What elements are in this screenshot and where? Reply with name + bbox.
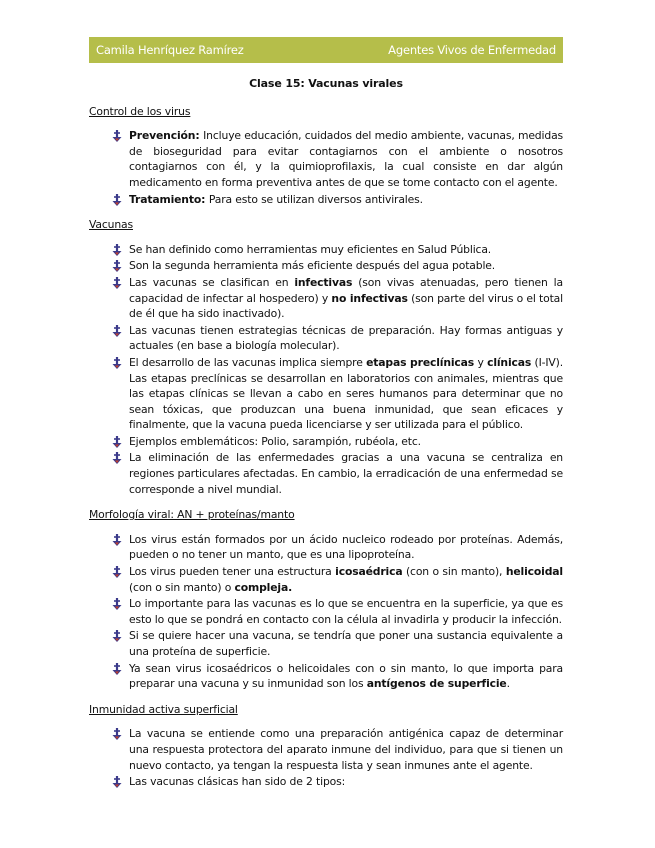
- arrow-bullet-icon: [111, 630, 123, 642]
- item-text: La vacuna se entiende como una preparación antigénica capaz de determinar una respuesta protectora del aparato inmune del individuo, para que si tienen un nuevo contacto, ya tengan la respuesta lista y sean inmunes ante el agente.: [129, 727, 563, 772]
- arrow-bullet-icon: [111, 452, 123, 464]
- item-text: Son la segunda herramienta más eficiente después del agua potable.: [129, 259, 496, 273]
- item-text: Las vacunas se clasifican en: [129, 275, 295, 289]
- bold-text: clínicas: [487, 355, 532, 369]
- item-text: Ya sean virus icosaédricos o helicoidales con o sin manto, lo que importa para preparar una vacuna y su inmunidad son los: [129, 661, 563, 691]
- list-item: [89, 128, 563, 190]
- bold-text: infectivas: [294, 275, 353, 289]
- item-text: La eliminación de las enfermedades gracias a una vacuna se centraliza en regiones particulares afectadas. En cambio, la erradicación de una enfermedad se corresponde a nivel mundial.: [129, 451, 563, 496]
- bold-text: icosaédrica: [335, 565, 403, 579]
- arrow-bullet-icon: [111, 728, 123, 740]
- page-header: [89, 37, 563, 63]
- item-text: El desarrollo de las vacunas implica siempre: [129, 355, 367, 369]
- list-item: [89, 661, 563, 692]
- list-item: [89, 258, 563, 274]
- arrow-bullet-icon: [111, 325, 123, 337]
- header-author: Camila Henríquez Ramírez: [96, 43, 244, 57]
- item-text: y: [474, 355, 488, 369]
- item-text: Si se quiere hacer una vacuna, se tendría que poner una sustancia equivalente a una proteína de superficie.: [129, 629, 563, 658]
- item-text: (son parte del virus o el total de él que ha sido inactivado).: [129, 291, 563, 321]
- list-item: [89, 434, 563, 450]
- arrow-bullet-icon: [111, 357, 123, 369]
- bold-text: antígenos de superficie: [366, 677, 507, 691]
- sections-container: [89, 104, 563, 790]
- item-text: Se han definido como herramientas muy eficientes en Salud Pública.: [129, 242, 492, 256]
- item-text: Lo importante para las vacunas es lo que se encuentra en la superficie, ya que es esto lo que se pondrá en contacto con la célula al invadirla y producir la infección.: [129, 597, 563, 626]
- bold-text: Prevención:: [129, 129, 204, 143]
- arrow-bullet-icon: [111, 598, 123, 610]
- arrow-bullet-icon: [111, 130, 123, 142]
- list-item: [89, 596, 563, 627]
- bullet-list: [89, 128, 563, 207]
- arrow-bullet-icon: [111, 534, 123, 546]
- item-text: Las vacunas clásicas han sido de 2 tipos:: [129, 775, 346, 789]
- list-item: [89, 192, 563, 208]
- list-item: [89, 564, 563, 595]
- item-text: Los virus pueden tener una estructura: [129, 565, 336, 579]
- item-text: (con o sin manto) o: [129, 580, 235, 594]
- list-item: [89, 628, 563, 659]
- section-heading: Vacunas: [89, 218, 133, 232]
- header-course: Agentes Vivos de Enfermedad: [388, 43, 556, 57]
- item-text: (con o sin manto),: [402, 565, 506, 579]
- bold-text: Tratamiento:: [129, 192, 209, 206]
- document-body: [89, 70, 563, 800]
- item-text: (son vivas atenuadas, pero tienen la capacidad de infectar al hospedero) y: [129, 275, 563, 305]
- item-text: Para esto se utilizan diversos antivirales.: [208, 192, 423, 206]
- bullet-list: [89, 242, 563, 498]
- bold-text: compleja.: [234, 580, 293, 594]
- list-item: [89, 323, 563, 354]
- arrow-bullet-icon: [111, 260, 123, 272]
- item-text: Incluye educación, cuidados del medio ambiente, vacunas, medidas de bioseguridad para evitar contagiarnos con el ambiente o nosotros contagiarnos con él, y la quimioprofilaxis, la cual consiste en dar algún medicamento en forma preventiva antes de que se tome contacto con el agente.: [129, 129, 564, 189]
- arrow-bullet-icon: [111, 776, 123, 788]
- bullet-list: [89, 532, 563, 692]
- list-item: [89, 532, 563, 563]
- list-item: [89, 355, 563, 433]
- arrow-bullet-icon: [111, 663, 123, 675]
- list-item: [89, 242, 563, 258]
- arrow-bullet-icon: [111, 194, 123, 206]
- document-title: Clase 15: Vacunas virales: [249, 77, 403, 90]
- section-heading: Control de los virus: [89, 104, 191, 118]
- item-text: Los virus están formados por un ácido nucleico rodeado por proteínas. Además, pueden o no tener un manto, que es una lipoproteína.: [129, 532, 563, 562]
- list-item: [89, 275, 563, 322]
- arrow-bullet-icon: [111, 436, 123, 448]
- section-heading: Morfología viral: AN + proteínas/manto: [89, 508, 295, 522]
- arrow-bullet-icon: [111, 277, 123, 289]
- arrow-bullet-icon: [111, 566, 123, 578]
- arrow-bullet-icon: [111, 244, 123, 256]
- section-heading: Inmunidad activa superficial: [89, 702, 238, 716]
- item-text: .: [506, 677, 510, 691]
- list-item: [89, 450, 563, 497]
- bold-text: helicoidal: [505, 565, 563, 579]
- item-text: Ejemplos emblemáticos: Polio, sarampión, rubéola, etc.: [129, 434, 421, 448]
- item-text: (I-IV). Las etapas preclínicas se desarrollan en laboratorios con animales, mientras que las etapas clínicas se llevan a cabo en seres humanos para determinar que no sean tóxicas, que produzcan una buena inmunidad, que sean eficaces y finalmente, que la vacuna pueda licenciarse y ser utilizada para el público.: [129, 355, 563, 432]
- bold-text: etapas preclínicas: [366, 355, 475, 369]
- bullet-list: [89, 726, 563, 789]
- item-text: Las vacunas tienen estrategias técnicas de preparación. Hay formas antiguas y actuales (en base a biología molecular).: [129, 323, 563, 353]
- bold-text: no infectivas: [331, 291, 408, 305]
- list-item: [89, 726, 563, 773]
- list-item: [89, 774, 563, 790]
